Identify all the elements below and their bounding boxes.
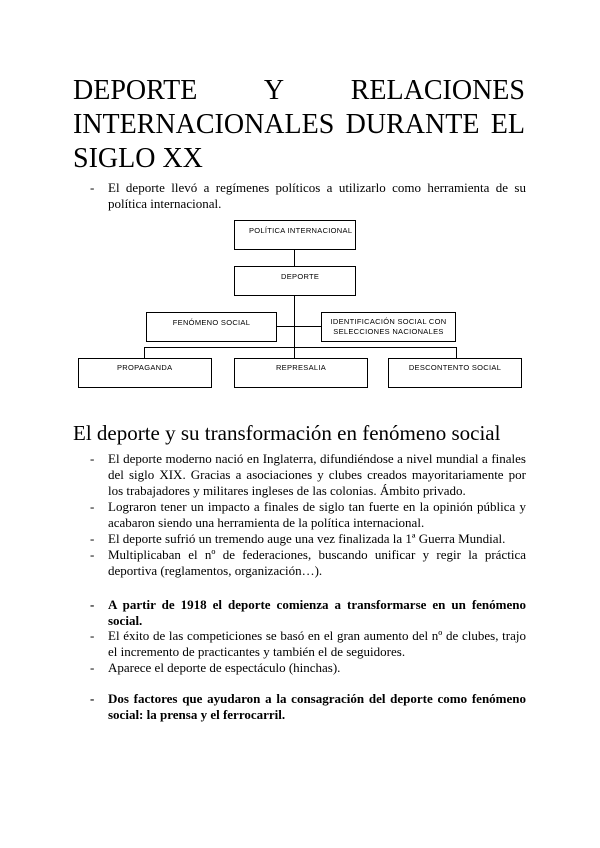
connector — [294, 347, 295, 358]
bullet-text: El deporte llevó a regímenes políticos a utilizarlo como herramienta de su política internacional. — [108, 180, 526, 211]
list-item — [90, 597, 526, 629]
title-word: INTERNACIONALES — [73, 109, 335, 140]
connector — [294, 249, 295, 267]
bullet-text: Lograron tener un impacto a finales de siglo tan fuerte en la opinión pública y acabaron siendo una herramienta de la política internacional. — [108, 499, 526, 530]
section-heading: El deporte y su transformación en fenómeno social — [73, 421, 501, 445]
bullet-text: El éxito de las competiciones se basó en el gran aumento del nº de clubes, trajo el incremento de practicantes y también el de seguidores. — [108, 628, 526, 659]
title-word: DEPORTE — [73, 75, 198, 106]
list-item — [90, 547, 526, 579]
title-word: EL — [490, 109, 525, 140]
bullet-text: El deporte sufrió un tremendo auge una vez finalizada la 1ª Guerra Mundial. — [108, 531, 506, 546]
bullet-marker: - — [90, 180, 95, 195]
box-label: PROPAGANDA — [117, 363, 173, 372]
box-represalia — [234, 358, 368, 388]
bullet-text: Dos factores que ayudaron a la consagración del deporte como fenómeno social: la prensa y el ferrocarril. — [108, 691, 526, 722]
intro-bullet — [90, 180, 526, 212]
box-label: FENÓMENO SOCIAL — [172, 318, 251, 327]
bullet-marker: - — [90, 628, 95, 643]
title-line-1 — [73, 74, 525, 108]
bullet-marker: - — [90, 660, 95, 675]
box-label: DESCONTENTO SOCIAL — [408, 363, 502, 372]
box-descontento-social — [388, 358, 522, 388]
list-item — [90, 531, 526, 547]
list-item — [90, 628, 526, 660]
bullet-marker: - — [90, 547, 95, 562]
title-line-2 — [73, 108, 525, 142]
bullet-marker: - — [90, 451, 95, 466]
box-fenomeno-social — [146, 312, 277, 342]
bullet-text: A partir de 1918 el deporte comienza a transformarse en un fenómeno social. — [108, 597, 526, 628]
list-item — [90, 499, 526, 531]
list-item — [90, 451, 526, 499]
box-identificacion-social — [321, 312, 456, 342]
list-item — [90, 691, 526, 723]
box-deporte — [234, 266, 356, 296]
title-word: DURANTE — [345, 109, 480, 140]
bullet-marker: - — [90, 597, 95, 612]
title-line-3: SIGLO XX — [73, 143, 203, 174]
bullet-marker: - — [90, 499, 95, 514]
list-item — [90, 660, 526, 676]
bullet-text: El deporte moderno nació en Inglaterra, difundiéndose a nivel mundial a finales del siglo XIX. Gracias a asociaciones y clubes creados mayoritariamente por los trabajadores y militares ingleses de las colonias. Ámbito privado. — [108, 451, 526, 498]
connector — [456, 347, 457, 358]
bullet-text: Aparece el deporte de espectáculo (hinchas). — [108, 660, 341, 675]
bullet-marker: - — [90, 691, 95, 706]
connector — [294, 296, 295, 348]
box-label: REPRESALIA — [275, 363, 327, 372]
bullet-text: Multiplicaban el nº de federaciones, buscando unificar y regir la práctica deportiva (reglamentos, organización…). — [108, 547, 526, 578]
connector — [144, 347, 456, 348]
box-label: POLÍTICA INTERNACIONAL — [249, 226, 353, 235]
box-politica-internacional — [234, 220, 356, 250]
bullet-marker: - — [90, 531, 95, 546]
connector — [144, 347, 145, 358]
box-label: DEPORTE — [281, 272, 320, 281]
box-label: IDENTIFICACIÓN SOCIAL CON SELECCIONES NACIONALES — [330, 317, 447, 336]
title-word: RELACIONES — [350, 75, 525, 106]
connector — [276, 326, 322, 327]
title-word: Y — [263, 75, 285, 106]
box-propaganda — [78, 358, 212, 388]
